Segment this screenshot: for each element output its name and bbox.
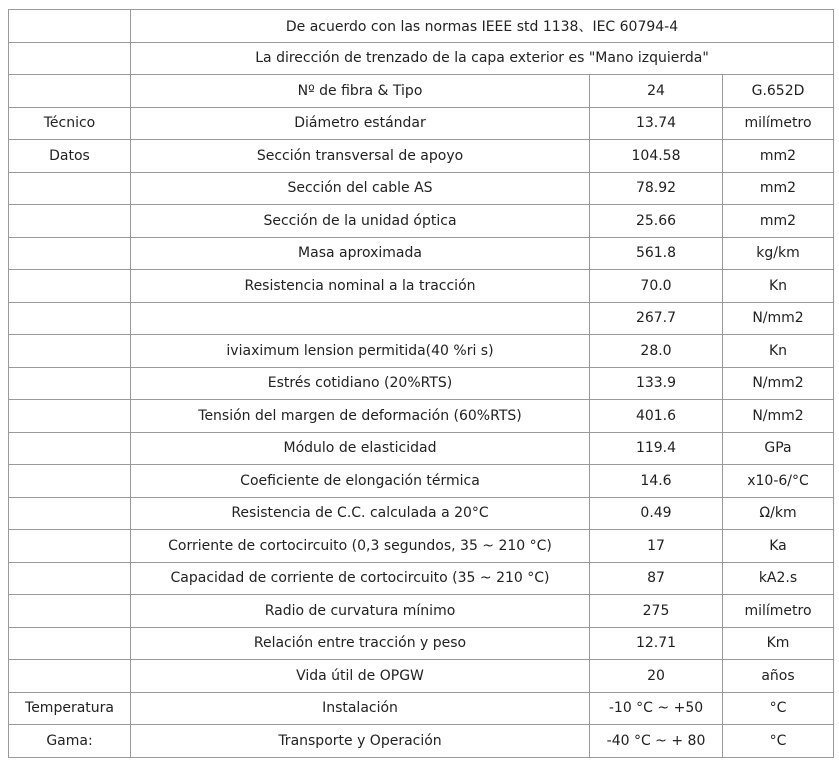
- value-cell: 104.58: [590, 140, 723, 173]
- value-cell: -10 °C ~ +50: [590, 692, 723, 725]
- label-cell: Datos: [9, 140, 131, 173]
- label-cell: Temperatura: [9, 692, 131, 725]
- value-cell: 401.6: [590, 400, 723, 433]
- table-row: [9, 367, 834, 400]
- param-cell: Resistencia nominal a la tracción: [131, 270, 590, 303]
- param-cell: Módulo de elasticidad: [131, 432, 590, 465]
- label-cell: Gama:: [9, 725, 131, 758]
- unit-cell: milímetro: [723, 595, 834, 628]
- table-row: [9, 270, 834, 303]
- value-cell: 17: [590, 530, 723, 563]
- value-cell: 20: [590, 660, 723, 693]
- unit-cell: Km: [723, 627, 834, 660]
- unit-cell: mm2: [723, 172, 834, 205]
- value-cell: 13.74: [590, 107, 723, 140]
- param-cell: Capacidad de corriente de cortocircuito (35 ~ 210 °C): [131, 562, 590, 595]
- value-cell: 119.4: [590, 432, 723, 465]
- table-row: [9, 497, 834, 530]
- table-row: [9, 562, 834, 595]
- param-cell: Tensión del margen de deformación (60%RTS): [131, 400, 590, 433]
- param-cell: iviaximum lension permitida(40 %ri s): [131, 335, 590, 368]
- table-row: [9, 335, 834, 368]
- table-row: [9, 107, 834, 140]
- param-cell: Transporte y Operación: [131, 725, 590, 758]
- value-cell: 275: [590, 595, 723, 628]
- table-row: [9, 205, 834, 238]
- value-cell: 0.49: [590, 497, 723, 530]
- unit-cell: N/mm2: [723, 302, 834, 335]
- param-cell: Instalación: [131, 692, 590, 725]
- table-row: [9, 530, 834, 563]
- unit-cell: mm2: [723, 205, 834, 238]
- table-row: [9, 75, 834, 108]
- param-cell: [131, 302, 590, 335]
- specifications-table: [8, 9, 834, 758]
- value-cell: 87: [590, 562, 723, 595]
- value-cell: 133.9: [590, 367, 723, 400]
- label-cell: [9, 660, 131, 693]
- table-row: [9, 237, 834, 270]
- param-cell: Relación entre tracción y peso: [131, 627, 590, 660]
- table-row: [9, 140, 834, 173]
- label-cell: [9, 42, 131, 75]
- value-cell: 561.8: [590, 237, 723, 270]
- unit-cell: kA2.s: [723, 562, 834, 595]
- label-cell: [9, 432, 131, 465]
- value-cell: 12.71: [590, 627, 723, 660]
- value-cell: -40 °C ~ + 80: [590, 725, 723, 758]
- table-row: [9, 432, 834, 465]
- param-cell: Coeficiente de elongación térmica: [131, 465, 590, 498]
- unit-cell: mm2: [723, 140, 834, 173]
- param-cell: Resistencia de C.C. calculada a 20°C: [131, 497, 590, 530]
- table-row: [9, 465, 834, 498]
- standards-cell: De acuerdo con las normas IEEE std 1138、IEC 60794-4: [131, 10, 834, 43]
- unit-cell: Kn: [723, 270, 834, 303]
- label-cell: [9, 75, 131, 108]
- value-cell: 78.92: [590, 172, 723, 205]
- label-cell: [9, 627, 131, 660]
- stranding-direction-cell: La dirección de trenzado de la capa exterior es "Mano izquierda": [131, 42, 834, 75]
- param-cell: Sección de la unidad óptica: [131, 205, 590, 238]
- label-cell: Técnico: [9, 107, 131, 140]
- label-cell: [9, 205, 131, 238]
- param-cell: Masa aproximada: [131, 237, 590, 270]
- table-row: [9, 172, 834, 205]
- param-cell: Sección del cable AS: [131, 172, 590, 205]
- param-cell: Corriente de cortocircuito (0,3 segundos, 35 ~ 210 °C): [131, 530, 590, 563]
- table-row: [9, 302, 834, 335]
- unit-cell: GPa: [723, 432, 834, 465]
- label-cell: [9, 302, 131, 335]
- unit-cell: milímetro: [723, 107, 834, 140]
- unit-cell: años: [723, 660, 834, 693]
- label-cell: [9, 335, 131, 368]
- table-row: [9, 10, 834, 43]
- unit-cell: x10-6/°C: [723, 465, 834, 498]
- table-row: [9, 660, 834, 693]
- unit-cell: G.652D: [723, 75, 834, 108]
- label-cell: [9, 562, 131, 595]
- unit-cell: °C: [723, 692, 834, 725]
- param-cell: Sección transversal de apoyo: [131, 140, 590, 173]
- unit-cell: kg/km: [723, 237, 834, 270]
- label-cell: [9, 497, 131, 530]
- label-cell: [9, 270, 131, 303]
- table-row: [9, 42, 834, 75]
- value-cell: 267.7: [590, 302, 723, 335]
- label-cell: [9, 237, 131, 270]
- label-cell: [9, 400, 131, 433]
- param-cell: Radio de curvatura mínimo: [131, 595, 590, 628]
- unit-cell: N/mm2: [723, 400, 834, 433]
- unit-cell: °C: [723, 725, 834, 758]
- label-cell: [9, 10, 131, 43]
- param-cell: Vida útil de OPGW: [131, 660, 590, 693]
- value-cell: 28.0: [590, 335, 723, 368]
- unit-cell: N/mm2: [723, 367, 834, 400]
- unit-cell: Ω/km: [723, 497, 834, 530]
- label-cell: [9, 367, 131, 400]
- label-cell: [9, 172, 131, 205]
- unit-cell: Kn: [723, 335, 834, 368]
- param-cell: Estrés cotidiano (20%RTS): [131, 367, 590, 400]
- table-row: [9, 725, 834, 758]
- table-row: [9, 400, 834, 433]
- table-row: [9, 595, 834, 628]
- param-cell: Nº de fibra & Tipo: [131, 75, 590, 108]
- table-row: [9, 627, 834, 660]
- value-cell: 25.66: [590, 205, 723, 238]
- label-cell: [9, 595, 131, 628]
- value-cell: 14.6: [590, 465, 723, 498]
- unit-cell: Ka: [723, 530, 834, 563]
- label-cell: [9, 530, 131, 563]
- value-cell: 70.0: [590, 270, 723, 303]
- value-cell: 24: [590, 75, 723, 108]
- label-cell: [9, 465, 131, 498]
- table-row: [9, 692, 834, 725]
- param-cell: Diámetro estándar: [131, 107, 590, 140]
